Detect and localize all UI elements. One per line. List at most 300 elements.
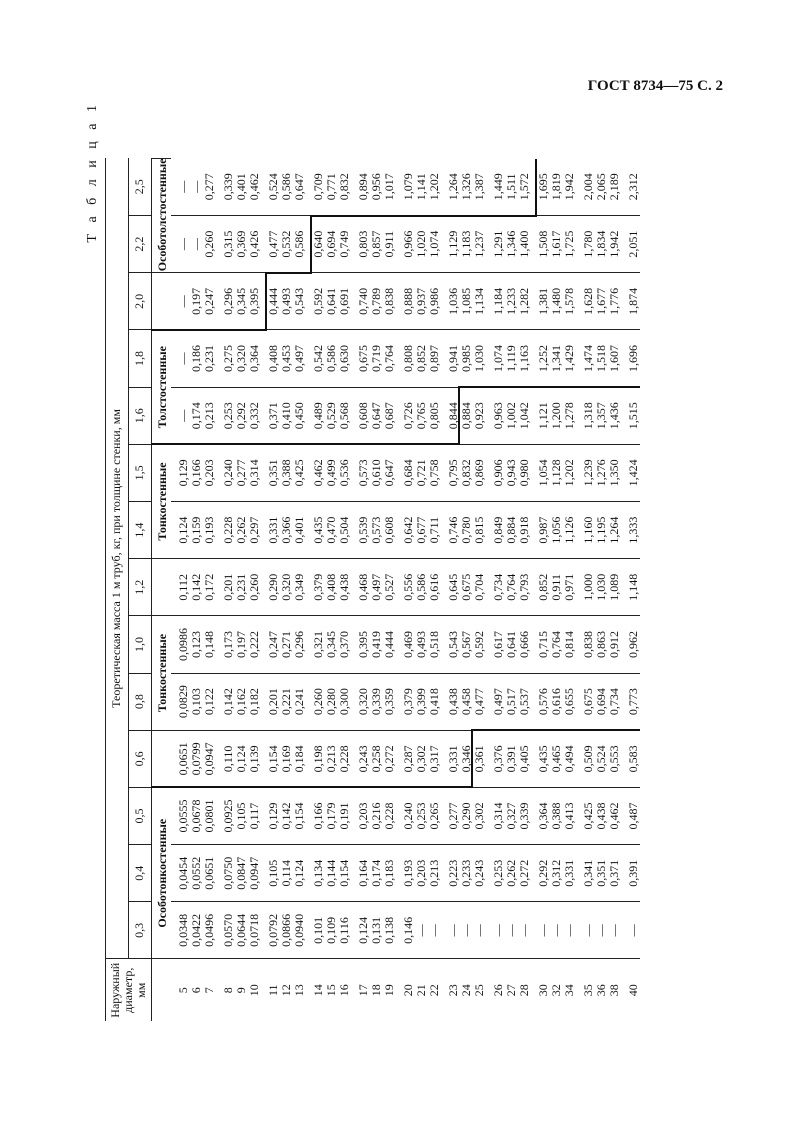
- mass-value: 0,493: [278, 287, 293, 315]
- table-row-group: [351, 101, 396, 1021]
- mass-value: 0,542: [310, 345, 325, 373]
- mass-value: 1,834: [593, 230, 608, 258]
- table-row-group: [216, 101, 261, 1021]
- table-row-group: [261, 101, 306, 1021]
- mass-value: 0,123: [188, 630, 203, 658]
- mass-value: 0,277: [445, 802, 460, 830]
- mass-cell: [216, 787, 261, 844]
- mass-value: —: [426, 924, 441, 937]
- mass-value: 0,228: [381, 802, 396, 830]
- mass-value: 0,395: [355, 630, 370, 658]
- category-label: Тонкостенные: [151, 616, 171, 730]
- mass-cell: [351, 730, 396, 787]
- mass-value: 0,148: [201, 630, 216, 658]
- mass-value: 0,477: [265, 230, 280, 258]
- mass-value: 0,341: [580, 859, 595, 887]
- mass-value: 0,144: [323, 859, 338, 887]
- mass-value: 0,642: [400, 516, 415, 544]
- mass-value: 0,832: [458, 459, 473, 487]
- mass-value: 0,182: [246, 688, 261, 716]
- mass-value: 0,364: [535, 802, 550, 830]
- mass-cell: [216, 730, 261, 787]
- category-label: Особотолстостенные: [151, 158, 171, 272]
- mass-value: 0,497: [291, 345, 306, 373]
- mass-cell: [486, 502, 531, 559]
- mass-cell: [171, 787, 216, 844]
- mass-value: 2,051: [625, 230, 640, 258]
- mass-cell: [486, 444, 531, 501]
- mass-value: 0,966: [400, 230, 415, 258]
- mass-value: 0,771: [323, 173, 338, 201]
- mass-value: 1,121: [535, 402, 550, 430]
- mass-value: 0,838: [381, 287, 396, 315]
- mass-value: 0,980: [516, 459, 531, 487]
- mass-value: 0,616: [548, 688, 563, 716]
- mass-value: 0,576: [535, 688, 550, 716]
- mass-value: 1,202: [561, 459, 576, 487]
- mass-cell: [306, 387, 351, 444]
- mass-value: 0,537: [516, 688, 531, 716]
- mass-value: 0,764: [381, 345, 396, 373]
- mass-value: 0,640: [310, 230, 325, 258]
- mass-value: 0,468: [355, 573, 370, 601]
- mass-cell: [576, 559, 621, 616]
- mass-value: 0,197: [233, 630, 248, 658]
- mass-cell: [576, 387, 621, 444]
- mass-value: 0,444: [381, 630, 396, 658]
- mass-value: 1,089: [606, 573, 621, 601]
- mass-value: 0,320: [233, 345, 248, 373]
- mass-value: 0,499: [323, 459, 338, 487]
- mass-value: 0,844: [445, 402, 460, 430]
- mass-cell: [396, 502, 441, 559]
- diameter-value: 14: [310, 984, 325, 997]
- mass-cell: [171, 158, 216, 215]
- mass-value: 0,369: [233, 230, 248, 258]
- mass-value: —: [606, 924, 621, 937]
- mass-cell: [216, 273, 261, 330]
- mass-value: 0,764: [548, 630, 563, 658]
- mass-value: 1,126: [561, 516, 576, 544]
- mass-cell: [171, 559, 216, 616]
- mass-cell: [441, 559, 486, 616]
- mass-value: 0,391: [503, 745, 518, 773]
- diameter-value: 38: [606, 984, 621, 997]
- category-spacer: [151, 959, 171, 1021]
- mass-value: 0,489: [310, 402, 325, 430]
- mass-value: 0,169: [278, 745, 293, 773]
- mass-value: 0,280: [323, 688, 338, 716]
- mass-cell: [306, 902, 351, 959]
- mass-value: 1,942: [561, 173, 576, 201]
- mass-value: 0,918: [516, 516, 531, 544]
- mass-value: 0,805: [426, 402, 441, 430]
- mass-cell: [351, 559, 396, 616]
- table-row-group: [306, 101, 351, 1021]
- mass-cell: [261, 273, 306, 330]
- diameter-value: 36: [593, 984, 608, 997]
- mass-cell: [441, 387, 486, 444]
- mass-cell: [621, 902, 640, 959]
- mass-value: 0,297: [246, 516, 261, 544]
- table-row-group: [441, 101, 486, 1021]
- mass-value: 1,160: [580, 516, 595, 544]
- mass-value: 1,079: [400, 173, 415, 201]
- mass-cell: [216, 158, 261, 215]
- mass-cell: [306, 845, 351, 902]
- mass-cell: [351, 616, 396, 673]
- mass-value: —: [188, 180, 203, 193]
- category-spacer: [151, 559, 171, 616]
- mass-value: 0,912: [606, 630, 621, 658]
- table-body: [151, 101, 640, 1021]
- mass-value: 0,838: [580, 630, 595, 658]
- mass-value: 0,677: [413, 516, 428, 544]
- mass-value: 0,366: [278, 516, 293, 544]
- mass-value: 0,314: [490, 802, 505, 830]
- diameter-value: 32: [548, 984, 563, 997]
- mass-cell: [306, 502, 351, 559]
- mass-value: 0,435: [310, 516, 325, 544]
- mass-cell: [306, 787, 351, 844]
- mass-value: 0,911: [548, 574, 563, 601]
- mass-value: 0,691: [336, 287, 351, 315]
- mass-value: 0,524: [265, 173, 280, 201]
- diameter-value: 20: [400, 984, 415, 997]
- mass-cell: [396, 158, 441, 215]
- mass-cell: [261, 845, 306, 902]
- mass-value: 1,357: [593, 402, 608, 430]
- mass-value: 0,320: [278, 573, 293, 601]
- diameter-value: 34: [561, 984, 576, 997]
- mass-value: 0,675: [355, 345, 370, 373]
- mass-value: 0,0718: [246, 913, 261, 947]
- mass-value: 0,371: [606, 859, 621, 887]
- diameter-value: 11: [265, 984, 280, 997]
- mass-value: 1,874: [625, 287, 640, 315]
- mass-value: 1,200: [548, 402, 563, 430]
- mass-cell: [486, 787, 531, 844]
- mass-value: 1,326: [458, 173, 473, 201]
- table-label: Т а б л и ц а 1: [84, 101, 100, 243]
- category-label: Тонкостенные: [151, 444, 171, 558]
- mass-value: 0,444: [265, 287, 280, 315]
- mass-value: 0,888: [400, 287, 415, 315]
- mass-value: 0,884: [458, 402, 473, 430]
- mass-value: 0,122: [201, 688, 216, 716]
- mass-value: 0,0801: [201, 799, 216, 833]
- mass-cell: [441, 502, 486, 559]
- mass-value: 0,573: [355, 459, 370, 487]
- mass-value: 1,074: [426, 230, 441, 258]
- mass-value: 1,237: [471, 230, 486, 258]
- mass-cell: [621, 387, 640, 444]
- mass-value: —: [188, 238, 203, 251]
- diameter-value: 13: [291, 984, 306, 997]
- mass-value: 0,331: [561, 859, 576, 887]
- mass-cell: [441, 787, 486, 844]
- mass-cell: [396, 444, 441, 501]
- mass-value: 0,173: [220, 630, 235, 658]
- mass-value: 0,201: [220, 573, 235, 601]
- diameter-value: 10: [246, 984, 261, 997]
- mass-value: 0,401: [291, 516, 306, 544]
- mass-value: 0,832: [336, 173, 351, 201]
- mass-cell: [261, 730, 306, 787]
- mass-value: —: [580, 924, 595, 937]
- mass-value: 0,539: [355, 516, 370, 544]
- mass-value: 0,272: [381, 745, 396, 773]
- thickness-header: 2,5: [128, 158, 151, 215]
- thickness-header: 0,8: [128, 673, 151, 730]
- diameter-value: 6: [188, 987, 203, 994]
- mass-value: 2,065: [593, 173, 608, 201]
- mass-value: 0,536: [336, 459, 351, 487]
- mass-cell: [351, 845, 396, 902]
- mass-cell: [396, 845, 441, 902]
- mass-value: 0,198: [310, 745, 325, 773]
- mass-cell: [396, 330, 441, 387]
- column-title: Теоретическая масса 1 м труб, кг, при толщине стенки, мм: [105, 158, 128, 959]
- mass-value: 0,553: [606, 745, 621, 773]
- mass-cell: [216, 845, 261, 902]
- thickness-header-row: [128, 101, 151, 1021]
- thickness-header: 0,5: [128, 787, 151, 844]
- mass-cell: [531, 330, 576, 387]
- mass-cell: [486, 902, 531, 959]
- mass-value: 0,275: [220, 345, 235, 373]
- mass-value: 0,740: [355, 287, 370, 315]
- mass-value: 0,641: [503, 630, 518, 658]
- mass-value: 0,186: [188, 345, 203, 373]
- mass-value: 0,726: [400, 402, 415, 430]
- mass-value: 0,405: [516, 745, 531, 773]
- mass-cell: [306, 673, 351, 730]
- mass-value: 0,863: [593, 630, 608, 658]
- mass-value: 1,480: [548, 287, 563, 315]
- mass-value: 0,937: [413, 287, 428, 315]
- mass-value: 1,572: [516, 173, 531, 201]
- mass-value: 1,000: [580, 573, 595, 601]
- mass-value: 0,345: [323, 630, 338, 658]
- mass-value: —: [535, 924, 550, 937]
- mass-cell: [576, 502, 621, 559]
- mass-cell: [486, 330, 531, 387]
- mass-value: 1,617: [548, 230, 563, 258]
- mass-cell: [576, 216, 621, 273]
- mass-cell: [261, 216, 306, 273]
- mass-cell: [441, 216, 486, 273]
- mass-value: 0,517: [503, 688, 518, 716]
- mass-value: 1,085: [458, 287, 473, 315]
- mass-cell: [171, 502, 216, 559]
- mass-value: 1,333: [625, 516, 640, 544]
- mass-value: 1,239: [580, 459, 595, 487]
- mass-value: 0,0940: [291, 913, 306, 947]
- mass-cell: [396, 787, 441, 844]
- mass-value: 0,315: [220, 230, 235, 258]
- mass-cell: [306, 273, 351, 330]
- mass-cell: [576, 730, 621, 787]
- mass-cell: [306, 330, 351, 387]
- mass-value: 0,101: [310, 916, 325, 944]
- mass-value: 1,511: [503, 173, 518, 200]
- mass-cell: [486, 730, 531, 787]
- mass-value: 0,711: [426, 516, 441, 544]
- mass-value: 0,287: [400, 745, 415, 773]
- mass-value: 0,608: [355, 402, 370, 430]
- mass-value: 0,543: [445, 630, 460, 658]
- diameter-value: 17: [355, 984, 370, 997]
- mass-value: 0,399: [413, 688, 428, 716]
- mass-value: 0,675: [458, 573, 473, 601]
- diameter-cell: [216, 959, 261, 1021]
- mass-value: 0,675: [580, 688, 595, 716]
- diameter-value: 35: [580, 984, 595, 997]
- mass-value: 0,179: [323, 802, 338, 830]
- mass-value: 1,518: [593, 345, 608, 373]
- mass-value: 0,0644: [233, 913, 248, 947]
- mass-value: 0,339: [516, 802, 531, 830]
- mass-cell: [171, 216, 216, 273]
- mass-value: 0,987: [535, 516, 550, 544]
- mass-cell: [261, 502, 306, 559]
- mass-value: 1,056: [548, 516, 563, 544]
- diameter-cell: [441, 959, 486, 1021]
- mass-value: 1,677: [593, 287, 608, 315]
- mass-value: 0,320: [355, 688, 370, 716]
- mass-value: 0,203: [413, 859, 428, 887]
- mass-value: 0,962: [625, 630, 640, 658]
- mass-cell: [621, 444, 640, 501]
- mass-value: 0,221: [278, 688, 293, 716]
- mass-cell: [216, 673, 261, 730]
- diameter-value: 19: [381, 984, 396, 997]
- mass-cell: [216, 216, 261, 273]
- mass-value: 0,586: [278, 173, 293, 201]
- mass-value: —: [561, 924, 576, 937]
- mass-value: 0,339: [368, 688, 383, 716]
- mass-cell: [576, 787, 621, 844]
- diameter-cell: [486, 959, 531, 1021]
- category-spacer: [151, 273, 171, 330]
- mass-value: 1,282: [516, 287, 531, 315]
- mass-value: 0,124: [291, 859, 306, 887]
- mass-value: 0,764: [503, 573, 518, 601]
- mass-value: 1,128: [548, 459, 563, 487]
- mass-value: 0,351: [593, 859, 608, 887]
- mass-value: 0,174: [368, 859, 383, 887]
- mass-value: 0,379: [310, 573, 325, 601]
- mass-value: 0,359: [381, 688, 396, 716]
- mass-value: 0,174: [188, 402, 203, 430]
- mass-value: 0,527: [381, 573, 396, 601]
- mass-cell: [621, 845, 640, 902]
- mass-cell: [441, 673, 486, 730]
- mass-value: —: [413, 924, 428, 937]
- mass-value: 0,154: [291, 802, 306, 830]
- mass-value: 1,183: [458, 230, 473, 258]
- mass-value: 0,410: [278, 402, 293, 430]
- thickness-header: 0,4: [128, 845, 151, 902]
- mass-value: 0,0678: [188, 799, 203, 833]
- mass-value: 0,413: [561, 802, 576, 830]
- mass-cell: [351, 158, 396, 215]
- mass-value: 0,302: [413, 745, 428, 773]
- mass-cell: [171, 673, 216, 730]
- mass-value: 0,419: [368, 630, 383, 658]
- mass-value: 0,166: [188, 459, 203, 487]
- mass-value: 0,568: [336, 402, 351, 430]
- mass-value: 0,258: [368, 745, 383, 773]
- mass-value: 0,172: [201, 573, 216, 601]
- mass-value: 0,233: [458, 859, 473, 887]
- mass-value: 0,117: [246, 802, 261, 830]
- mass-value: 0,247: [265, 630, 280, 658]
- mass-value: —: [175, 180, 190, 193]
- mass-value: 0,0454: [175, 856, 190, 890]
- mass-cell: [261, 444, 306, 501]
- mass-value: 0,462: [310, 459, 325, 487]
- mass-cell: [171, 902, 216, 959]
- mass-value: 0,253: [490, 859, 505, 887]
- mass-cell: [621, 330, 640, 387]
- mass-value: 0,260: [246, 573, 261, 601]
- mass-cell: [441, 902, 486, 959]
- diameter-value: 25: [471, 984, 486, 997]
- mass-value: 0,277: [233, 459, 248, 487]
- mass-value: 0,228: [336, 745, 351, 773]
- mass-value: 0,556: [400, 573, 415, 601]
- mass-value: 0,345: [233, 287, 248, 315]
- category-row: [151, 101, 171, 1021]
- mass-cell: [351, 444, 396, 501]
- diameter-header: Наружный диаметр, мм: [105, 959, 151, 1021]
- mass-value: —: [548, 924, 563, 937]
- mass-value: 0,789: [368, 287, 383, 315]
- table-row-group: [396, 101, 441, 1021]
- mass-value: 1,780: [580, 230, 595, 258]
- diameter-value: 7: [201, 987, 216, 994]
- mass-value: 0,884: [503, 516, 518, 544]
- mass-value: 0,694: [323, 230, 338, 258]
- mass-value: 0,0651: [175, 742, 190, 776]
- mass-cell: [441, 730, 486, 787]
- mass-value: 0,849: [490, 516, 505, 544]
- mass-value: 0,222: [246, 630, 261, 658]
- category-label: Толстостенные: [151, 330, 171, 444]
- mass-value: 0,370: [336, 630, 351, 658]
- mass-value: —: [175, 352, 190, 365]
- mass-value: 1,578: [561, 287, 576, 315]
- diameter-cell: [261, 959, 306, 1021]
- mass-value: 1,020: [413, 230, 428, 258]
- mass-value: 1,202: [426, 173, 441, 201]
- mass-value: 1,195: [593, 516, 608, 544]
- mass-value: 1,381: [535, 287, 550, 315]
- mass-value: 0,780: [458, 516, 473, 544]
- mass-cell: [171, 273, 216, 330]
- mass-value: 0,0792: [265, 913, 280, 947]
- mass-value: 0,332: [246, 402, 261, 430]
- thickness-header: 0,3: [128, 902, 151, 959]
- mass-value: 0,610: [368, 459, 383, 487]
- mass-value: 1,148: [625, 573, 640, 601]
- mass-cell: [621, 673, 640, 730]
- mass-value: 1,819: [548, 173, 563, 201]
- mass-value: 0,241: [291, 688, 306, 716]
- mass-cell: [531, 673, 576, 730]
